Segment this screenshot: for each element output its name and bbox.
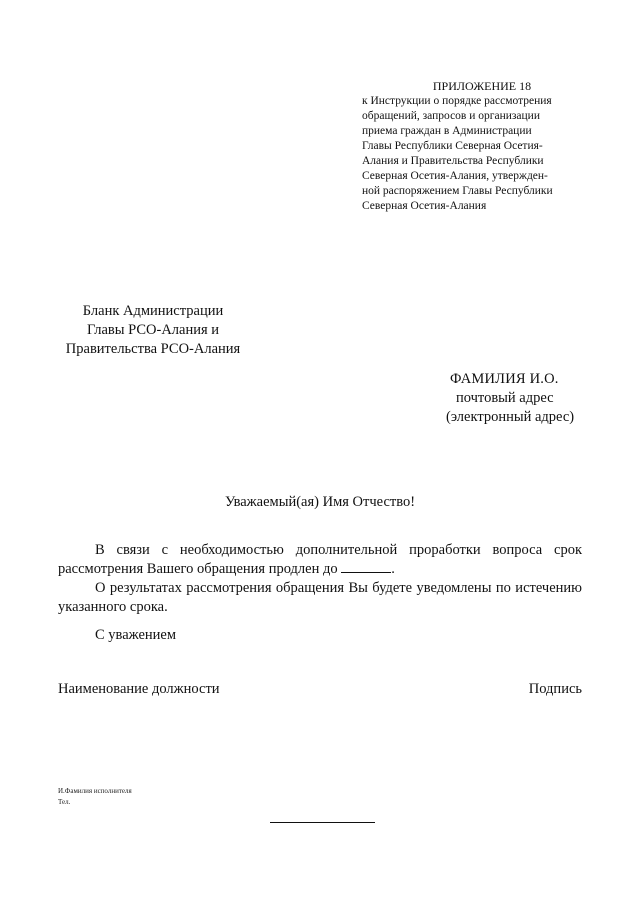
position-title: Наименование должности [58,681,220,697]
paragraph-text: В связи с необходимостью дополнительной проработки вопроса срок рассмотрения Вашего обращения продлен до [58,542,582,577]
appendix-line: Главы Республики Северная Осетия- [362,140,543,152]
appendix-line: Северная Осетия-Алания [362,200,487,212]
appendix-line: обращений, запросов и организации [362,110,540,122]
letterhead-line: Главы РСО-Алания и [86,322,220,338]
appendix-line: приема граждан в Администрации [362,125,532,137]
footer-divider [270,822,375,823]
appendix-line: ной распоряжением Главы Республики [362,185,553,197]
appendix-line: Северная Осетия-Алания, утвержден- [362,170,548,182]
letter-body [58,541,582,617]
closing-regards: С уважением [95,627,177,643]
executor-block [58,786,132,808]
executor-phone: Тел. [58,798,71,806]
appendix-line: к Инструкции о порядке рассмотрения [362,95,552,107]
appendix-text [362,94,582,214]
letterhead-line: Бланк Администрации [82,303,224,319]
appendix-block [362,78,582,214]
letterhead-line: Правительства РСО-Алания [65,341,241,357]
executor-name: И.Фамилия исполнителя [58,787,132,795]
date-blank-line [341,561,391,573]
salutation [0,494,640,511]
paragraph-end: . [391,561,395,577]
appendix-title: ПРИЛОЖЕНИЕ 18 [432,79,532,93]
appendix-line: Алания и Правительства Республики [362,155,544,167]
body-paragraph-extension [58,541,582,579]
body-paragraph-notification: О результатах рассмотрения обращения Вы будете уведомлены по истечению указанного срока. [58,580,582,615]
recipient-name: ФАМИЛИЯ И.О. [450,371,559,387]
letterhead [58,302,248,359]
salutation-text: Уважаемый(ая) Имя Отчество! [224,494,416,510]
recipient-postal-address: почтовый адрес [456,390,554,406]
recipient-block [440,370,590,427]
recipient-email-address: (электронный адрес) [446,409,575,425]
signature-label: Подпись [528,681,582,697]
